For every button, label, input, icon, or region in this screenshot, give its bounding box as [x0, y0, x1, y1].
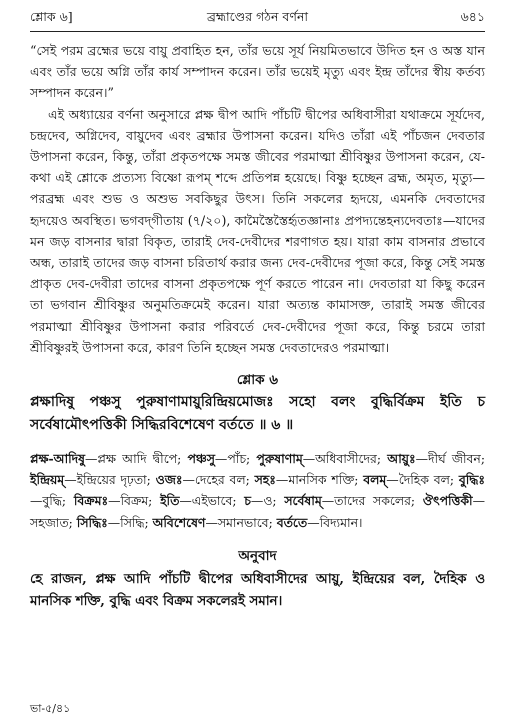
header-chapter-title: ব্রহ্মাণ্ডের গঠন বর্ণনা [206, 9, 309, 24]
synonym-term: ইন্দ্রিয়ম্‌ [30, 472, 65, 488]
synonym-meaning: —অধিবাসীদের; [302, 451, 388, 467]
header-divider [30, 31, 485, 32]
page-number: ৬৪১ [460, 9, 485, 24]
synonym-term: বলম্‌ [363, 472, 387, 488]
purport-quote-paragraph: “সেই পরম ব্রহ্মের ভয়ে বায়ু প্রবাহিত হন, তাঁর ভয়ে সূর্য নিয়মিতভাবে উদিত হন ও অস্ত যান এবং তাঁর ভয়ে অগ্নি তাঁর কার্য সম্পাদন করেন। তাঁর ভয়েই মৃত্যু এবং ইন্দ্র তাঁদের স্বীয় কর্তব্য সম্পাদন করেন।” [30, 43, 485, 101]
synonym-meaning: —ইন্দ্রিয়ের দৃঢ়তা; [64, 472, 156, 488]
synonym-term: পঞ্চসু [187, 451, 215, 467]
synonym-term: প্লক্ষ-আদিষু [30, 451, 85, 467]
synonym-term: বিক্রমঃ [73, 493, 109, 509]
synonym-term: ওজঃ [155, 472, 183, 488]
synonym-meaning: —দীর্ঘ জীবন; [415, 451, 485, 467]
synonym-term: ইতি [160, 493, 180, 509]
translation-text: হে রাজন, প্লক্ষ আদি পাঁচটি দ্বীপের অধিবাসীদের আয়ু, ইন্দ্রিয়ের বল, দৈহিক ও মানসিক শক্তি, বুদ্ধি এবং বিক্রম সকলেরই সমান। [30, 571, 485, 609]
synonym-meaning: —প্লক্ষ আদি দ্বীপে; [84, 451, 188, 467]
verse-text: প্লক্ষাদিষু পঞ্চসু পুরুষাণামায়ুরিন্দ্রিয়মোজঃ সহো বলং বুদ্ধির্বিক্রম ইতি চ সর্বেষামৌৎপত্তিকী সিদ্ধিরবিশেষেণ বর্ততে ॥ ৬ ॥ [30, 394, 485, 434]
synonym-term: পুরুষাণাম্‌ [256, 451, 303, 467]
synonym-meaning: —সমানভাবে; [205, 514, 277, 530]
synonym-term: অবিশেষেণ [152, 514, 206, 530]
synonym-term: ঔৎপত্তিকী [422, 493, 473, 509]
synonym-meaning: —দেহের বল; [182, 472, 255, 488]
synonym-meaning: —মানসিক শক্তি; [275, 472, 364, 488]
synonym-meaning: —দৈহিক বল; [386, 472, 459, 488]
synonym-term: বুদ্ধিঃ [458, 472, 485, 488]
synonym-term: বর্ততে [276, 514, 308, 530]
synonym-meaning: —বিক্রম; [108, 493, 161, 509]
synonym-term: সহঃ [254, 472, 276, 488]
purport-paragraph: এই অধ্যায়ের বর্ণনা অনুসারে প্লক্ষ দ্বীপ আদি পাঁচটি দ্বীপের অধিবাসীরা যথাক্রমে সূর্যদেব, চন্দ্রদেব, অগ্নিদেব, বায়ুদেব এবং ব্রহ্মার উপাসনা করেন। যদিও তাঁরা এই পাঁচজন দেবতার উপাসনা করেন, কিন্তু, তাঁরা প্রকৃতপক্ষে সমস্ত জীবের পরমাত্মা শ্রীবিষ্ণুর উপাসনা করেন, যে-কথা এই শ্লোকে প্রত্যস্য বিষ্ণো রূপম্‌ শব্দে প্রতিপন্ন হয়েছে। বিষ্ণু হচ্ছেন ব্রহ্ম, অমৃত, মৃত্যু—পরব্রহ্ম এবং শুভ ও অশুভ সবকিছুর উৎস। তিনি সকলের হৃদয়ে, এমনকি দেবতাদের হৃদয়েও অবস্থিত। ভগবদ্‌গীতায় (৭/২০), কামৈস্তৈস্তৈর্হৃতজ্ঞানাঃ প্রপদ্যন্তেহন্যদেবতাঃ—যাদের মন জড় বাসনার দ্বারা বিকৃত, তারাই দেব-দেবীদের শরণাগত হয়। যারা কাম বাসনার প্রভাবে অন্ধ, তারাই তাদের জড় বাসনা চরিতার্থ করার জন্য দেব-দেবীদের পূজা করে, কিন্তু সেই সমস্ত প্রাকৃত দেব-দেবীরা তাদের বাসনা প্রকৃতপক্ষে পূর্ণ করতে পারেন না। দেবতারা যা কিছু করেন তা ভগবান শ্রীবিষ্ণুর অনুমতিক্রমেই করেন। যারা অত্যন্ত কামাসক্ত, তারাই সমস্ত জীবের পরমাত্মা শ্রীবিষ্ণুর উপাসনা করার পরিবর্তে দেব-দেবীদের পূজা করে, কিন্তু চরমে তারা শ্রীবিষ্ণুরই উপাসনা করে, কারণ তিনি হচ্ছেন সমস্ত দেবতাদেরও পরমাত্মা। [30, 106, 485, 355]
synonym-meaning: —পাঁচ; [214, 451, 257, 467]
header-verse-ref: শ্লোক ৬] [30, 9, 73, 24]
synonym-meaning: —সহজাত; [30, 493, 485, 530]
synonym-term: সর্বেষাম্‌ [284, 493, 322, 509]
synonym-meaning: —সিদ্ধি; [107, 514, 153, 530]
synonym-meaning: —তাদের সকলের; [321, 493, 423, 509]
synonym-meaning: —বিদ্যমান। [307, 514, 363, 530]
synonym-term: আয়ুঃ [387, 451, 416, 467]
page-footer-signature: ভা-৫/৪১ [30, 702, 71, 715]
synonym-term: চ [244, 493, 251, 509]
page-header [30, 8, 485, 30]
synonyms-section [30, 448, 485, 533]
synonym-meaning: —বুদ্ধি; [30, 493, 74, 509]
page-content [30, 40, 485, 613]
synonym-meaning: —ও; [250, 493, 285, 509]
verse-heading: শ্লোক ৬ [236, 372, 279, 389]
synonym-meaning: —এইভাবে; [179, 493, 245, 509]
synonym-term: সিদ্ধিঃ [76, 514, 108, 530]
translation-heading: অনুবাদ [238, 547, 277, 564]
